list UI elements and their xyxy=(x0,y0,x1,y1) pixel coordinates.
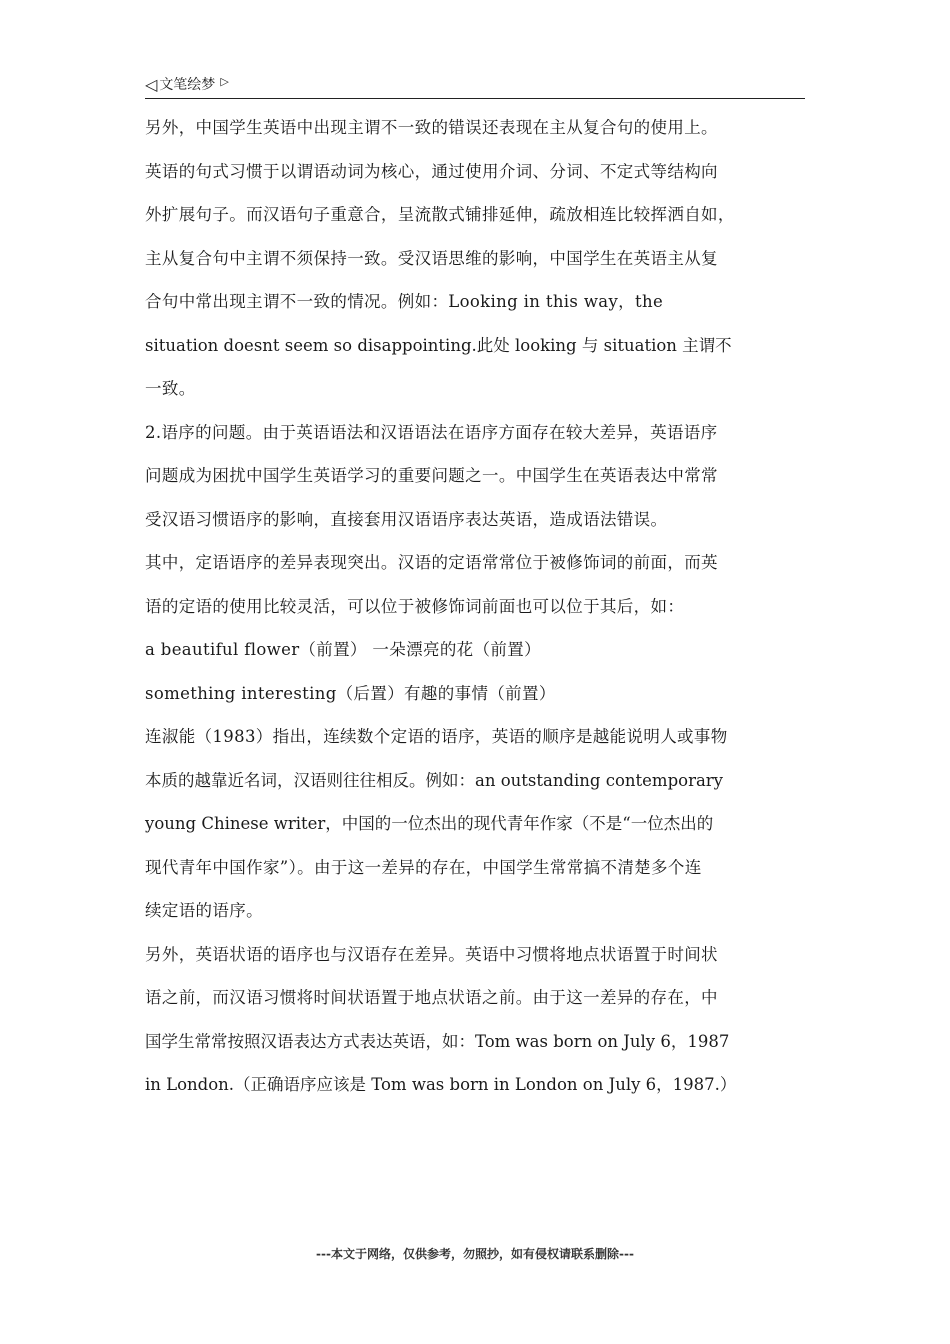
body-line: young Chinese writer，中国的一位杰出的现代青年作家（不是“一位杰出的 xyxy=(145,814,714,833)
header-brand xyxy=(145,74,229,96)
page-footer-note: ---本文于网络，仅供参考，勿照抄，如有侵权请联系删除--- xyxy=(316,1247,634,1261)
body-line: a beautiful flower（前置） 一朵漂亮的花（前置） xyxy=(145,640,541,659)
body-line: 受汉语习惯语序的影响，直接套用汉语语序表达英语，造成语法错误。 xyxy=(145,509,668,529)
body-line: 国学生常常按照汉语表达方式表达英语，如：Tom was born on July 6，1987 xyxy=(145,1031,730,1051)
body-line: 问题成为困扰中国学生英语学习的重要问题之一。中国学生在英语表达中常常 xyxy=(145,466,718,485)
body-line: 另外，英语状语的语序也与汉语存在差异。英语中习惯将地点状语置于时间状 xyxy=(145,944,718,964)
body-line: in London.（正确语序应该是 Tom was born in London on July 6，1987.） xyxy=(145,1075,737,1094)
body-line: 语之前，而汉语习惯将时间状语置于地点状语之前。由于这一差异的存在，中 xyxy=(145,988,718,1007)
body-line: 一致。 xyxy=(145,379,196,398)
body-line: 其中，定语语序的差异表现突出。汉语的定语常常位于被修饰词的前面，而英 xyxy=(145,553,718,572)
body-line: 主从复合句中主谓不须保持一致。受汉语思维的影响，中国学生在英语主从复 xyxy=(145,248,718,268)
left-triangle-icon: ◁ xyxy=(145,75,158,94)
brand-name: 文笔绘梦 xyxy=(159,77,216,93)
body-line: 合句中常出现主谓不一致的情况。例如：Looking in this way，the xyxy=(145,292,664,311)
body-line: 续定语的语序。 xyxy=(145,901,263,920)
page-header xyxy=(145,74,805,99)
document-body xyxy=(145,106,807,1107)
body-line: 连淑能（1983）指出，连续数个定语的语序，英语的顺序是越能说明人或事物 xyxy=(145,727,728,746)
right-triangle-icon: ▷ xyxy=(220,75,229,88)
body-line: situation doesnt seem so disappointing.此处 looking 与 situation 主谓不 xyxy=(145,335,732,355)
body-line: 语的定语的使用比较灵活，可以位于被修饰词前面也可以位于其后，如： xyxy=(145,596,685,616)
body-line: 本质的越靠近名词，汉语则往往相反。例如：an outstanding contemporary xyxy=(145,770,724,790)
body-line: 现代青年中国作家”）。由于这一差异的存在，中国学生常常搞不清楚多个连 xyxy=(145,857,702,877)
body-line: 外扩展句子。而汉语句子重意合，呈流散式铺排延伸，疏放相连比较挥洒自如， xyxy=(145,205,735,224)
body-line: something interesting（后置）有趣的事情（前置） xyxy=(145,683,556,703)
body-line: 英语的句式习惯于以谓语动词为核心，通过使用介词、分词、不定式等结构向 xyxy=(145,161,718,181)
body-line: 2.语序的问题。由于英语语法和汉语语法在语序方面存在较大差异，英语语序 xyxy=(145,422,718,442)
body-line: 另外，中国学生英语中出现主谓不一致的错误还表现在主从复合句的使用上。 xyxy=(145,118,718,137)
